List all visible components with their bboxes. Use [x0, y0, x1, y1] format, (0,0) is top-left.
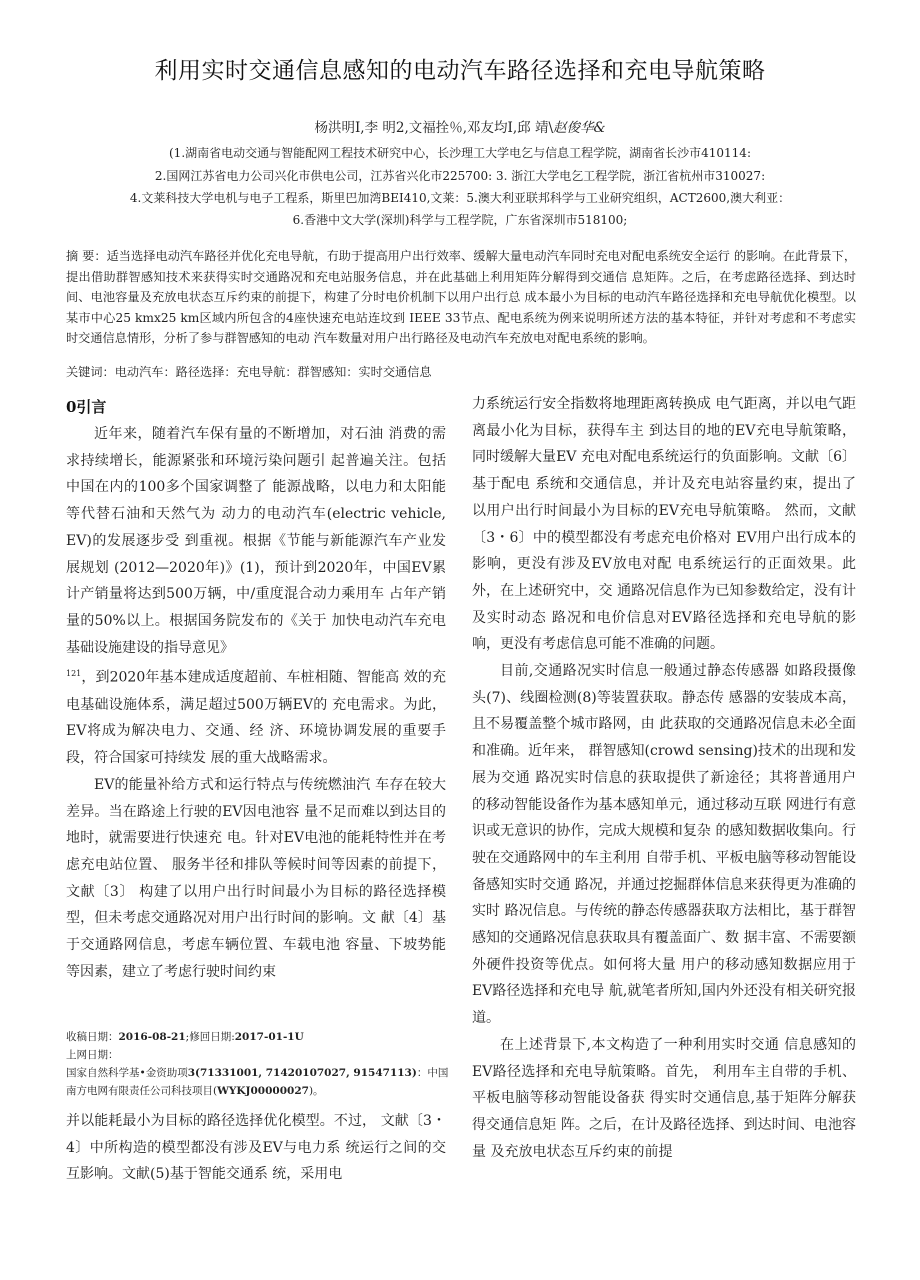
funding-code: WYKJ00000027	[217, 1085, 309, 1097]
author-list	[0, 116, 920, 136]
affiliation-line-4: 6.香港中文大学(深圳)科学与工程学院，广东省深圳市518100;	[292, 213, 628, 227]
funding-note	[66, 1064, 456, 1100]
received-label: 收稿日期：	[66, 1031, 119, 1043]
section-heading-introduction: 0引言	[66, 398, 107, 416]
keywords-label: 关键词：	[66, 365, 115, 379]
funding-numbers: 3(71331001, 71420107027, 91547113)	[187, 1067, 417, 1079]
paper-title: 利用实时交通信息感知的电动汽车路径选择和充电导航策略	[154, 58, 766, 84]
received-date: 2016-08-21	[118, 1031, 186, 1043]
intro-paragraph-continuation: 并以能耗最小为目标的路径选择优化模型。不过， 文献〔3・4〕中所构造的模型都没有涉及EV与电力系 统运行之间的交互影响。文献(5)基于智能交通系 统，采用电	[66, 1113, 446, 1183]
affiliation-line-3: 4.文莱科技大学电机与电子工程系，斯里巴加湾BEI410,文莱：5.澳大利亚联邦科学与工业研究组织，ACT2600,澳大利亚：	[129, 191, 791, 205]
right-paragraph-2: 目前,交通路况实时信息一般通过静态传感器 如路段摄像头(7)、线圈检测(8)等装置获取。静态传 感器的安装成本高，且不易覆盖整个城市路网，由 此获取的交通路况信息未必全面和准确。近年来， 群智感知(crowd sensing)技术的出现和发展为交通 路况实时信息的获取提供了新途径；其将普通用户 的移动智能设备作为基本感知单元，通过移动互联 网进行有意识或无意识的协作，完成大规模和复杂 的感知数据收集向。行驶在交通路网中的车主利用 自带手机、平板电脑等移动智能设备感知实时交通 路况，并通过挖掘群体信息来获得更为准确的实时 路况信息。与传统的静态传感器获取方法相比，基于群智感知的交通路况信息获取具有覆盖面广、数 据丰富、不需要额外硬件投资等优点。如何将大量 用户的移动感知数据应用于EV路径选择和充电导 航,就笔者所知,国内外还没有相关研究报道。	[472, 663, 856, 1027]
abstract-label: 摘 要：	[66, 249, 107, 263]
keywords	[66, 363, 856, 380]
footnote-dates	[66, 1028, 456, 1046]
intro-paragraph-1	[66, 421, 446, 772]
funding-suffix: )。	[308, 1085, 324, 1097]
intro-paragraph-1-part-b: ，到2020年基本建成适度超前、车桩相随、智能高 效的充电基础设施体系，满足超过500万辆EV的 充电需求。为此，EV将成为解决电力、交通、经 济、环境协调发展的重要手段，符合国家可持续发 展的重大战略需求。	[66, 669, 446, 767]
left-column-continuation	[66, 1108, 446, 1188]
revised-date: 2017-01-1U	[234, 1031, 304, 1043]
right-column	[472, 391, 856, 1165]
intro-paragraph-2: EV的能量补给方式和运行特点与传统燃油汽 车存在较大差异。当在路途上行驶的EV因电池容 量不足而难以到达目的地时，就需要进行快速充 电。针对EV电池的能耗特性并在考虑充电站位置、 服务半径和排队等候时间等因素的前提下，文献〔3〕 构建了以用户出行时间最小为目标的路径选择模 型，但未考虑交通路况对用户出行时间的影响。文 献〔4〕基于交通路网信息，考虑车辆位置、车载电池 容量、下坡势能等因素，建立了考虑行驶时间约束	[66, 776, 446, 980]
online-date-label: 上网日期：	[66, 1049, 119, 1061]
keywords-text: 电动汽车：路径选择：充电导航：群智感知：实时交通信息	[114, 365, 432, 379]
authors-main: 杨洪明I,李 明2,文福拴％,邓友均I,邱 靖\	[314, 120, 554, 136]
affiliation-line-1: (1.湖南省电动交通与智能配网工程技术研究中心，长沙理工大学电乞与信息工程学院，湖南省长沙市410114:	[169, 146, 751, 160]
revised-label: ;修回日期:	[185, 1031, 235, 1043]
authors-tail: 赵俊华&	[553, 120, 606, 136]
abstract-text: 适当选择电动汽车路径并优化充电导航，冇助于提高用户出行效率、缓解大量电动汽车同时充电对配电系统安全运行 的影响。在此背景下，提出借助群智感知技术来获得实时交通路况和充电站服务信息，并在此基础上利用矩阵分解得到交通信 息矩阵。之后，在考虑路径选择、到达时间、电池容量及充放电状态互斥约束的前提下，构建了分时电价机制下以用户出行总 成本最小为目标的电动汽车路径选择和充电导航优化模型。以某市中心25 kmx25 km区域内所包含的4座快速充电站连坟到 IEEE 33节点、配电系统为例来说明所述方法的基本特征，并针对考虑和不考虑实时交通信息情形，分析了参与群智感知的电动 汽车数量对用户出行路径及电动汽车充放电对配电系统的影响。	[66, 249, 857, 345]
left-column	[66, 421, 446, 985]
right-paragraph-1: 力系统运行安全指数将地理距离转换成 电气距离，并以电气距离最小化为目标，获得车主 到达目的地的EV充电导航策略，同时缓解大量EV 充电对配电系统运行的负面影响。文献〔6〕基于配电 系统和交通信息，并计及充电站容量约束，提出了 以用户出行时间最小为目标的EV充电导航策略。 然而，文献〔3・6〕中的模型都没有考虑充电价格对 EV用户出行成本的影响，更没有涉及EV放电对配 电系统运行的正面效果。此外，在上述研究中，交 通路况信息作为已知参数给定，没有计及实时动态 路况和电价信息对EV路径选择和充电导航的影 响，更没有考虑信息可能不准确的问题。	[472, 396, 856, 653]
intro-paragraph-1-part-a: 近年来，随着汽车保有量的不断增加，对石油 消费的需求持续增长，能源紧张和环境污染问题引 起普遍关注。包括中国在内的100多个国家调整了 能源战略，以电力和太阳能等代替石油和天然气为 动力的电动汽车(electric vehicle, EV)的发展逐步受 到重视。根据《节能与新能源汽车产业发展规划 (2012—2020年)》(1)，预计到2020年，中国EV累 计产销量将达到500万辆，中/重度混合动力乘用车 占年产销量的50%以上。根据国务院发布的《关于 加快电动汽车充电基础设施建设的指导意见》	[66, 426, 446, 656]
abstract	[66, 246, 856, 349]
reference-superscript: 121	[66, 669, 82, 679]
funding-middle: ：中国 南方电网有限责任公司科技项目(	[66, 1067, 449, 1097]
right-paragraph-3: 在上述背景下,本文构造了一种利用实时交通 信息感知的EV路径选择和充电导航策略。首先， 利用车主自带的手机、平板电脑等移动智能设备获 得实时交通信息,基于矩阵分解获得交通信息矩 阵。之后，在计及路径选择、到达时间、电池容量 及充放电状态互斥约束的前提	[472, 1036, 856, 1160]
footnote	[66, 1028, 456, 1100]
affiliation-line-2: 2.国网江苏省电力公司兴化市供电公司，江苏省兴化市225700: 3. 浙江大学电乞工程学院，浙江省杭州市310027:	[154, 169, 766, 183]
funding-prefix: 国家自然科学基•金资助项	[66, 1067, 188, 1079]
